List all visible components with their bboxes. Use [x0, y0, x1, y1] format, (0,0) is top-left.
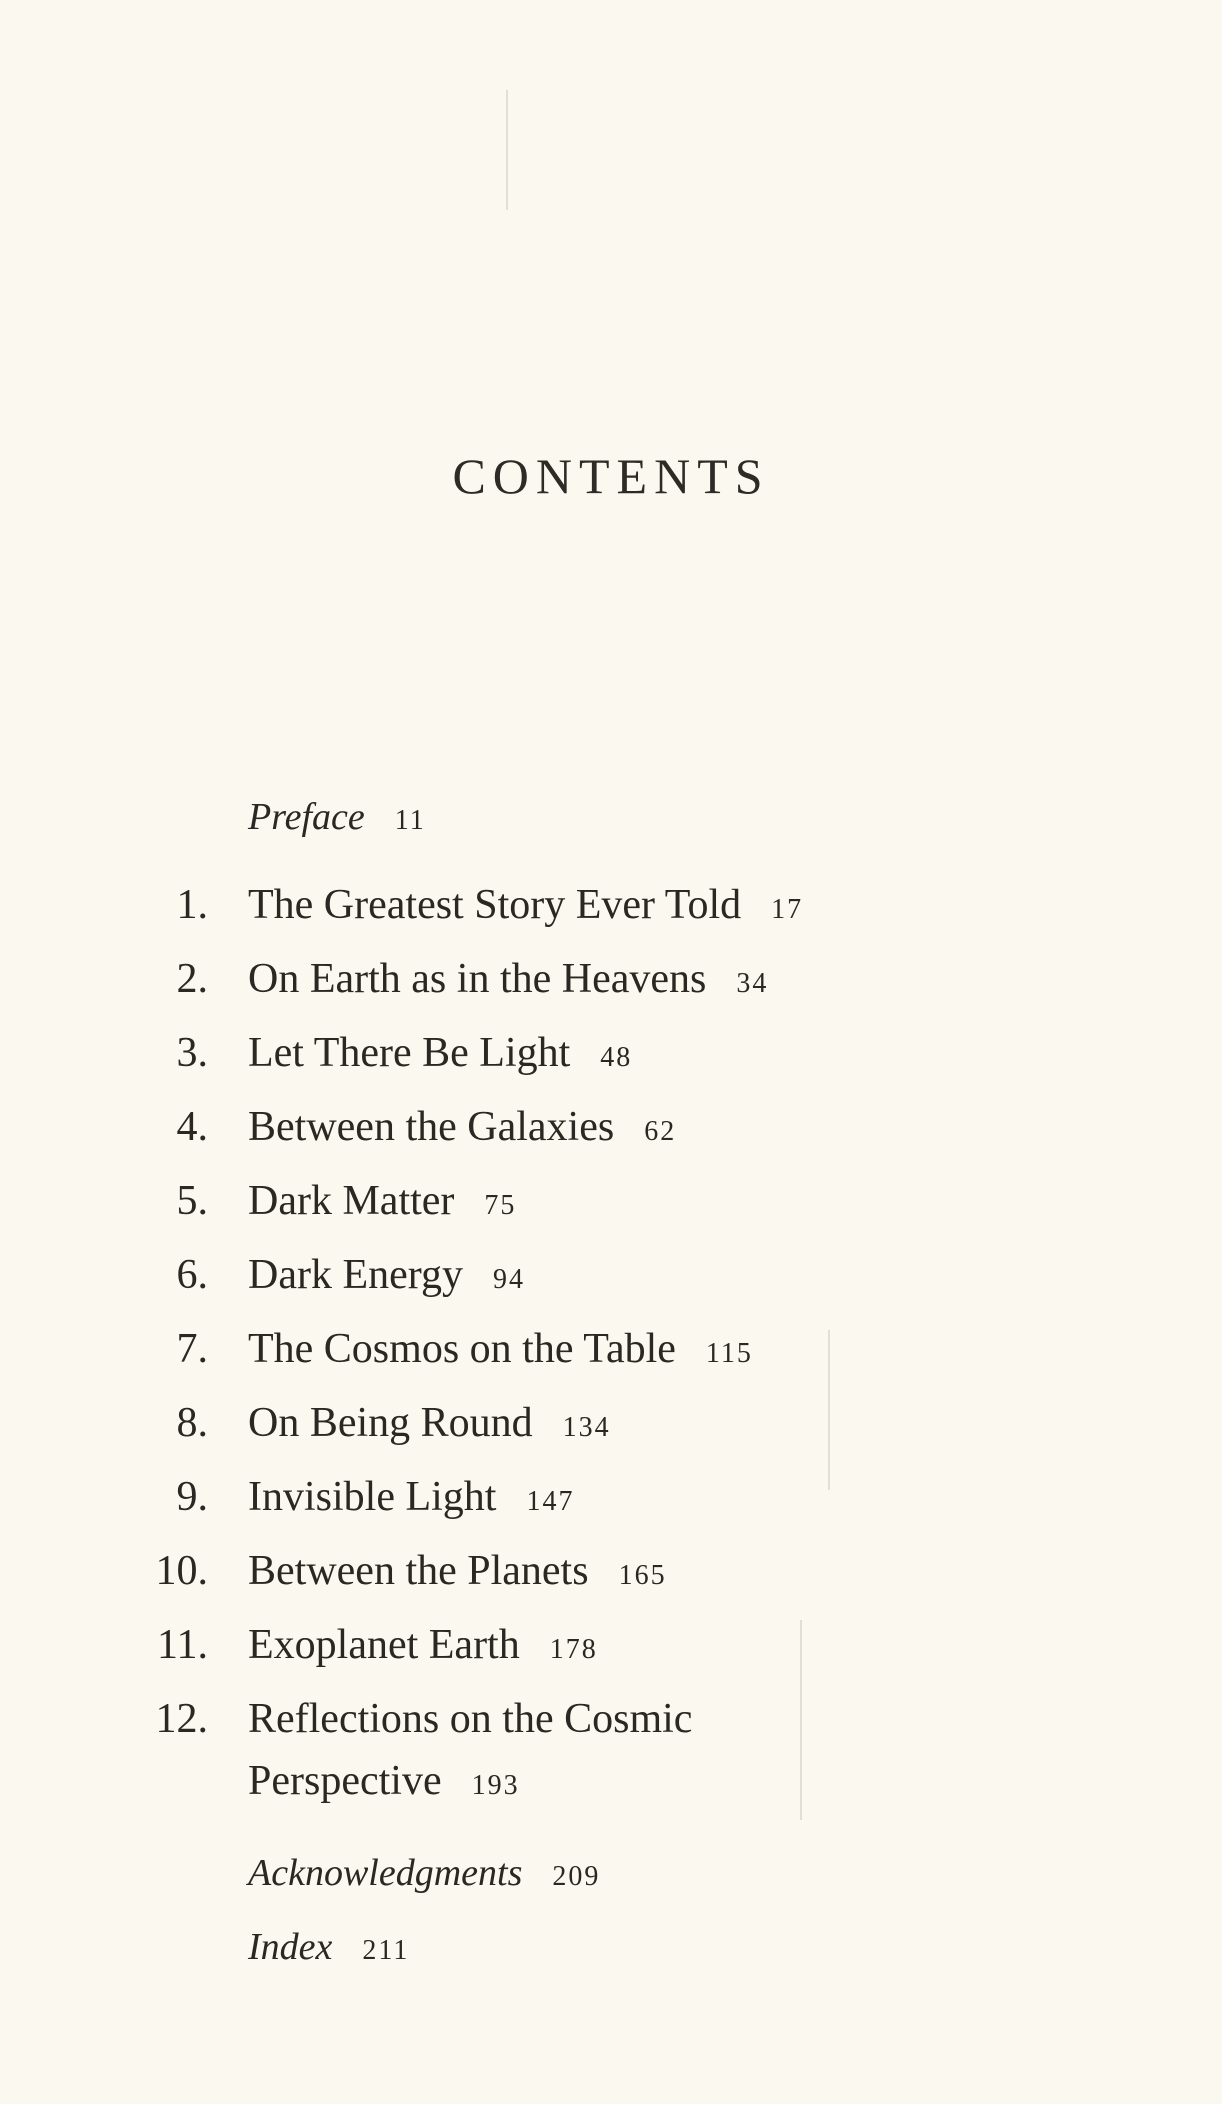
entry-title: Between the Planets: [248, 1548, 589, 1594]
toc-entry-acknowledgments: [0, 1836, 1222, 1910]
toc-entry-chapter: [0, 1090, 1222, 1164]
chapter-number: 9.: [176, 1474, 208, 1520]
entry-page-number: 62: [644, 1116, 677, 1147]
entry-title: Exoplanet Earth: [248, 1622, 520, 1668]
entry-page-number: 211: [362, 1935, 410, 1966]
entry-title: Dark Energy: [248, 1252, 463, 1298]
entry-title: Between the Galaxies: [248, 1104, 615, 1150]
entry-page-number: 75: [484, 1190, 517, 1221]
toc-entry-chapter: [0, 1238, 1222, 1312]
entry-page-number: 134: [562, 1412, 611, 1443]
entry-title: Invisible Light: [248, 1474, 497, 1520]
page-title: CONTENTS: [452, 448, 770, 504]
chapter-number: 7.: [176, 1326, 208, 1372]
chapter-number: 12.: [155, 1696, 208, 1742]
entry-page-number: 165: [618, 1560, 667, 1591]
entry-title: Index: [248, 1926, 333, 1968]
entry-page-number: 17: [771, 894, 804, 925]
entry-title: Acknowledgments: [248, 1852, 523, 1894]
entry-title: Let There Be Light: [248, 1030, 571, 1076]
chapter-number: 3.: [176, 1030, 208, 1076]
toc-entry-chapter: [0, 942, 1222, 1016]
entry-title: On Earth as in the Heavens: [248, 956, 707, 1002]
toc-entry-index: [0, 1910, 1222, 1984]
chapter-number: 1.: [176, 882, 208, 928]
chapter-number: 11.: [157, 1622, 208, 1668]
toc-entry-chapter: [0, 1460, 1222, 1534]
chapter-number: 6.: [176, 1252, 208, 1298]
entry-page-number: 34: [736, 968, 769, 999]
toc-entry-chapter: [0, 1016, 1222, 1090]
entry-page-number: 115: [705, 1338, 753, 1369]
entry-title: Preface: [248, 796, 365, 838]
table-of-contents: [0, 780, 1222, 1984]
entry-title: Dark Matter: [248, 1178, 455, 1224]
entry-page-number: 48: [600, 1042, 633, 1073]
entry-page-number: 11: [394, 805, 426, 836]
chapter-number: 4.: [176, 1104, 208, 1150]
entry-title: Reflections on the Cosmic Perspective: [248, 1696, 693, 1804]
chapter-number: 2.: [176, 956, 208, 1002]
toc-entry-chapter: [0, 1682, 1222, 1822]
chapter-number: 10.: [155, 1548, 208, 1594]
entry-title: The Greatest Story Ever Told: [248, 882, 742, 928]
entry-page-number: 193: [471, 1770, 520, 1801]
entry-page-number: 147: [526, 1486, 575, 1517]
toc-entry-preface: [0, 780, 1222, 868]
chapter-number: 5.: [176, 1178, 208, 1224]
entry-page-number: 178: [549, 1634, 598, 1665]
toc-entry-chapter: [0, 868, 1222, 942]
entry-page-number: 209: [552, 1861, 601, 1892]
toc-entry-chapter: [0, 1164, 1222, 1238]
entry-title: The Cosmos on the Table: [248, 1326, 676, 1372]
toc-entry-chapter: [0, 1608, 1222, 1682]
toc-entry-chapter: [0, 1534, 1222, 1608]
chapter-number: 8.: [176, 1400, 208, 1446]
entry-title: On Being Round: [248, 1400, 533, 1446]
entry-page-number: 94: [492, 1264, 525, 1295]
toc-entry-chapter: [0, 1386, 1222, 1460]
scan-mark: [506, 90, 508, 210]
toc-entry-chapter: [0, 1312, 1222, 1386]
